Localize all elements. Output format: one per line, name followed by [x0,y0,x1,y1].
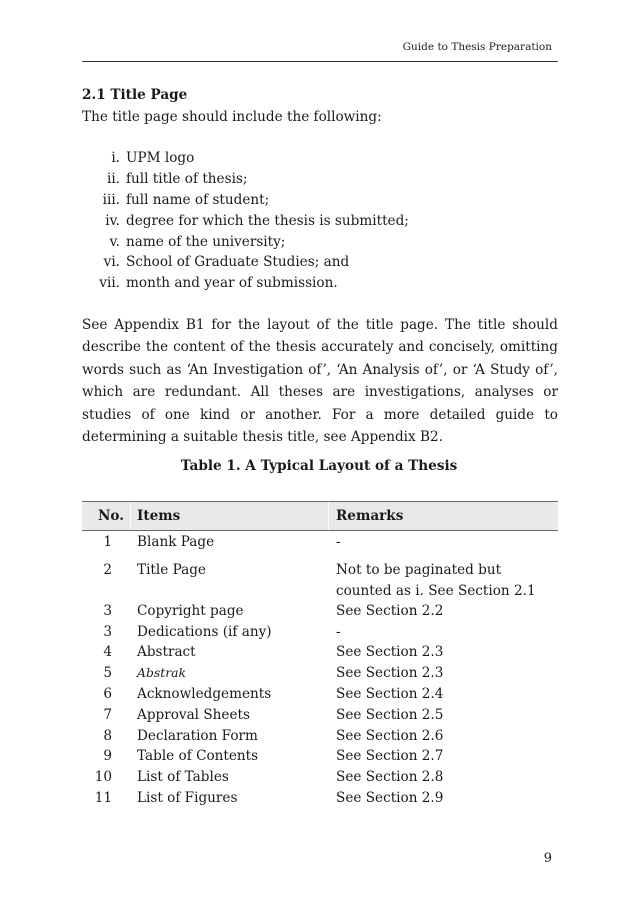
table-row [82,684,558,705]
cell-item: Table of Contents [137,748,259,765]
list-item-number: iv. [105,212,120,229]
header-divider [82,61,558,62]
cell-remarks: See Section 2.3 [336,665,444,682]
cell-item: Copyright page [137,602,244,619]
list-item-text: full title of thesis; [126,170,248,187]
cell-no: 6 [103,685,112,702]
list-item-number: ii. [106,170,120,187]
list-item [82,190,502,211]
list-item-number: iii. [102,191,120,208]
cell-item: Dedications (if any) [137,623,272,640]
cell-remarks: - [336,623,341,640]
cell-remarks: See Section 2.4 [336,685,444,702]
list-item-text: month and year of submission. [126,275,338,292]
list-item [82,148,502,169]
table-caption: Table 1. A Typical Layout of a Thesis [180,458,458,474]
cell-no: 9 [103,748,112,765]
list-item-text: name of the university; [126,233,286,250]
table-row [82,663,558,684]
column-divider [130,502,131,530]
cell-no: 4 [103,644,112,661]
cell-remarks: See Section 2.5 [336,706,444,723]
cell-remarks: See Section 2.3 [336,644,444,661]
table-row [82,560,558,601]
cell-item: Abstrak [137,665,187,681]
cell-item: List of Tables [137,769,229,786]
section-intro: The title page should include the following: [82,109,382,125]
body-paragraph: See Appendix B1 for the layout of the title page. The title should describe the content of the thesis accurately and concisely, omitting words such as ‘An Investigation of’, ‘An Analysis of’, or ‘A Study of’, which are redundant. All theses are investigations, analyses or studies of one kind or another. For a more detailed guide to determining a suitable thesis title, see Appendix B2. [82,317,558,446]
cell-no: 3 [103,602,112,619]
section-title: 2.1 Title Page [82,87,188,103]
list-item-number: vii. [99,275,120,292]
cell-item: Title Page [137,561,206,578]
list-item-text: UPM logo [126,150,195,166]
list-item-number: i. [111,150,120,166]
column-header-remarks: Remarks [336,508,404,524]
list-item [82,169,502,190]
cell-remarks: - [336,534,341,550]
page-number: 9 [543,851,552,866]
cell-item: List of Figures [137,789,238,806]
cell-no: 11 [94,789,112,806]
table-row [82,532,558,553]
cell-remarks: See Section 2.8 [336,769,444,786]
cell-item: Blank Page [137,534,215,550]
cell-remarks: See Section 2.2 [336,602,444,619]
running-header: Guide to Thesis Preparation [402,41,552,53]
list-item-number: vi. [103,254,120,271]
cell-item: Abstract [137,644,196,661]
list-item [82,252,502,273]
list-item-text: degree for which the thesis is submitted; [126,212,409,229]
cell-item: Declaration Form [137,727,258,744]
column-header-items: Items [137,508,181,524]
table-row [82,746,558,767]
table-header-row [82,501,558,531]
list-item [82,232,502,253]
cell-remarks: Not to be paginated but counted as i. See Section 2.1 [336,561,536,599]
list-item-text: full name of student; [126,191,270,208]
cell-no: 1 [103,534,112,550]
table-row [82,767,558,788]
cell-no: 8 [103,727,112,744]
table-row [82,601,558,622]
table-row [82,705,558,726]
list-item-text: School of Graduate Studies; and [126,254,350,271]
cell-remarks: See Section 2.9 [336,789,444,806]
cell-item: Approval Sheets [137,706,250,723]
list-item [82,211,502,232]
cell-item: Acknowledgements [137,685,272,702]
column-divider [328,502,329,530]
cell-no: 3 [103,623,112,640]
table-body [82,530,558,809]
cell-remarks: See Section 2.7 [336,748,444,765]
cell-remarks: See Section 2.6 [336,727,444,744]
requirements-list [82,148,502,294]
list-item-number: v. [109,233,120,250]
list-item [82,273,502,294]
table-row [82,642,558,663]
table-row [82,788,558,809]
cell-no: 5 [103,665,112,682]
table-row [82,622,558,643]
table-row [82,726,558,747]
cell-no: 2 [103,561,112,578]
column-header-no: No. [98,508,124,524]
cell-no: 10 [94,769,112,786]
cell-no: 7 [103,706,112,723]
